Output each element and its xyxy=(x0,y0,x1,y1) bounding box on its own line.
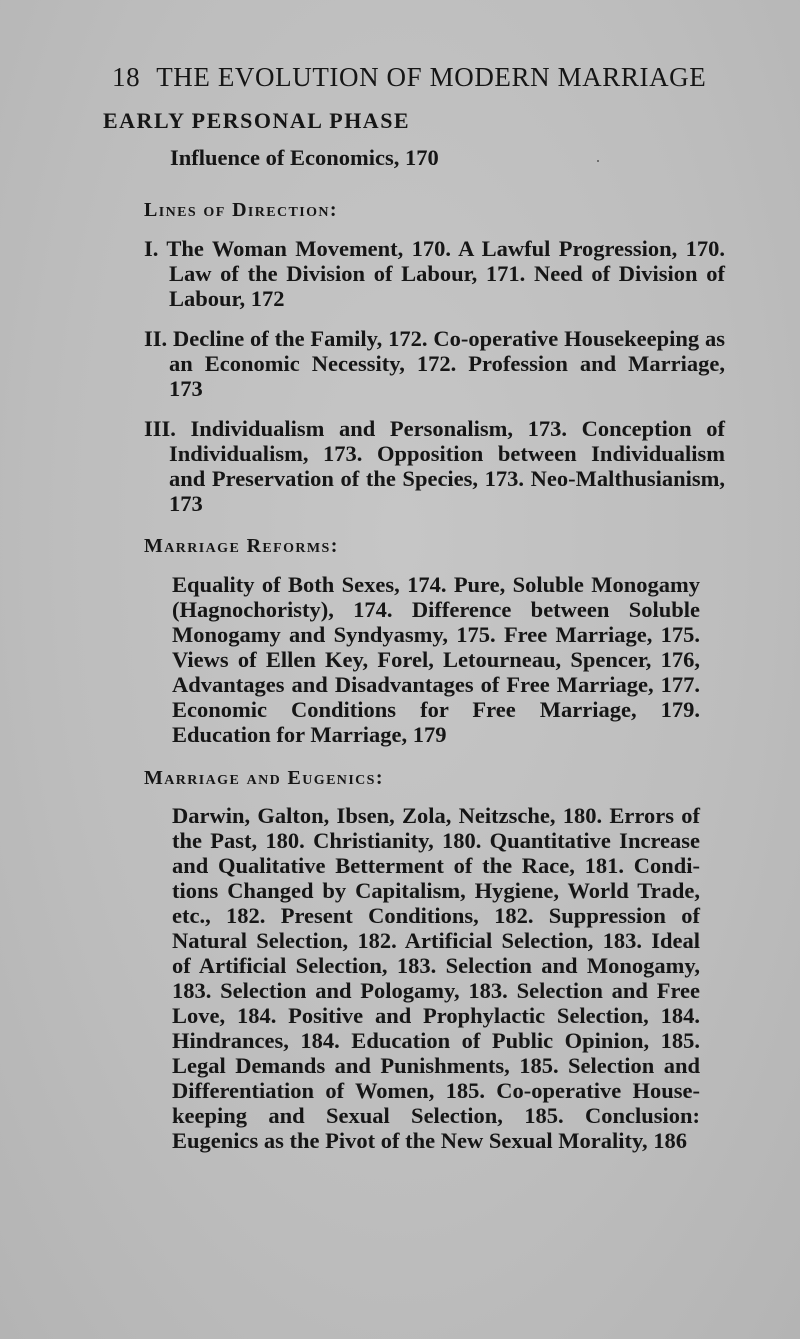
marriage-reforms-heading: Marriage Reforms: xyxy=(144,535,339,557)
influence-entry: Influence of Economics, 170 xyxy=(170,145,439,170)
direction-item-1: I. The Woman Movement, 170. A Lawful Progression, 170. Law of the Division of Labour, 171. Need of Division of Labour, 172 xyxy=(144,236,725,311)
running-head xyxy=(112,62,712,93)
page-number: 18 xyxy=(112,62,141,92)
paper-speck xyxy=(597,160,599,162)
direction-item-2: II. Decline of the Family, 172. Co-operative Housekeeping as an Economic Necessity, 172. Profession and Marriage, 173 xyxy=(144,326,725,401)
phase-heading: EARLY PERSONAL PHASE xyxy=(103,108,411,133)
marriage-reforms-text: Equality of Both Sexes, 174. Pure, Soluble Monogamy (Hagnochoristy), 174. Difference between Soluble Monogamy and Syndyasmy, 175. Free Marriage, 175. Views of Ellen Key, Forel, Letourneau, Spencer, 176, Advantages and Disadvantages of Free Marriage, 177. Economic Conditions for Free Marriage, 179. Education for Marriage, 179 xyxy=(172,572,700,747)
book-title: THE EVOLUTION OF MODERN MARRIAGE xyxy=(156,62,707,92)
direction-item-3: III. Individualism and Personalism, 173. Conception of Individualism, 173. Opposition between Individualism and Preservation of the Species, 173. Neo-Malthusianism, 173 xyxy=(144,416,725,516)
marriage-and-eugenics-heading: Marriage and Eugenics: xyxy=(144,767,384,789)
marriage-and-eugenics-text: Darwin, Galton, Ibsen, Zola, Neitzsche, 180. Errors of the Past, 180. Christianity, 180. Quantitative Increase and Qualitative Betterment of the Race, 181. Condi-tions Changed by Capitalism, Hygiene, World Trade, etc., 182. Present Conditions, 182. Suppression of Natural Selection, 182. Artificial Selection, 183. Ideal of Artificial Selection, 183. Selection and Monogamy, 183. Selection and Pologamy, 183. Selection and Free Love, 184. Positive and Prophylactic Selection, 184. Hindrances, 184. Education of Public Opinion, 185. Legal Demands and Punishments, 185. Selection and Differentiation of Women, 185. Co-operative House-keeping and Sexual Selection, 185. Conclusion: Eugenics as the Pivot of the New Sexual Morality, 186 xyxy=(172,803,700,1153)
lines-of-direction-heading: Lines of Direction: xyxy=(144,199,338,221)
